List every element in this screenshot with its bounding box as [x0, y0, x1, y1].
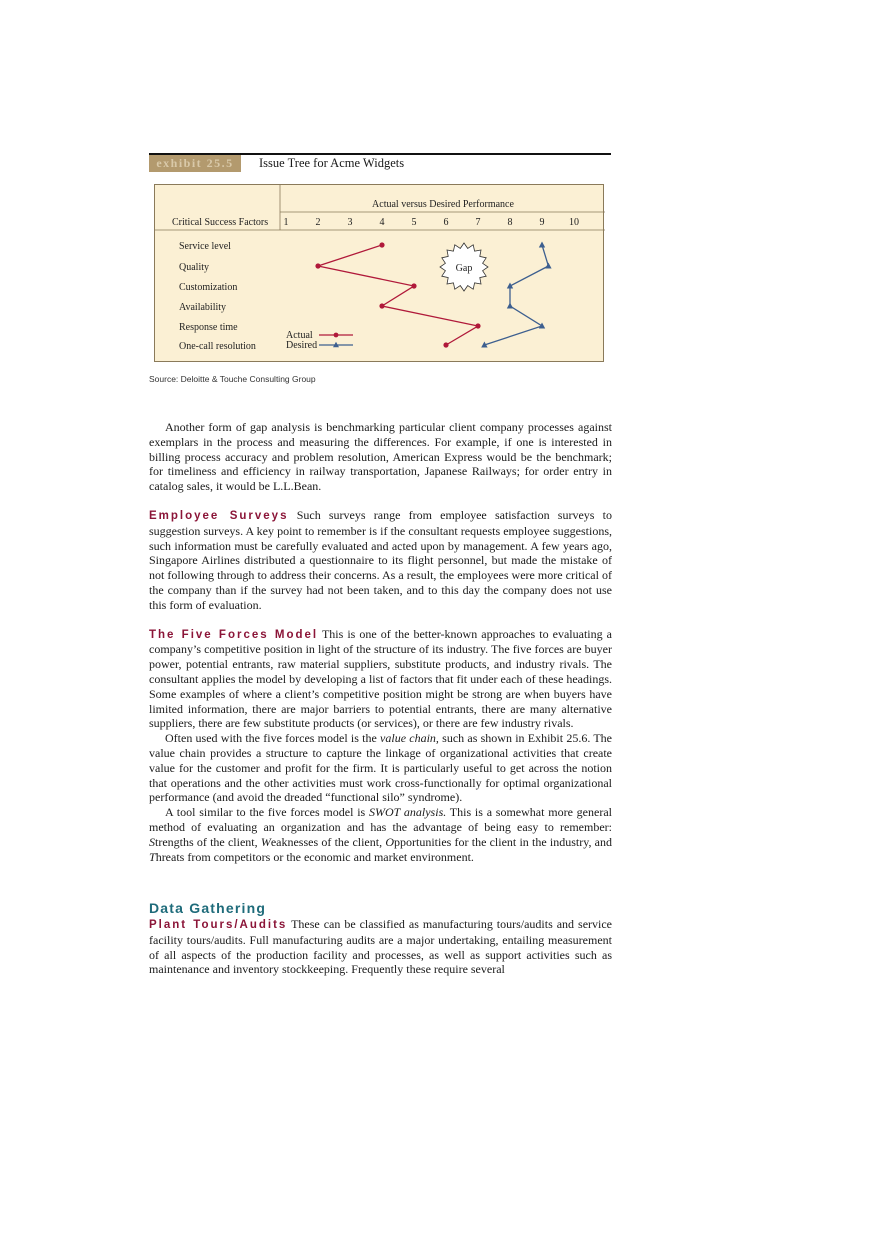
- value-chain-text-b: such as shown in Exhibit 25.6. The value chain provides a structure to capture the linkage of organizational activities that create value for the customer and profit for the firm. It is particularly useful to get across the notion that operations and the other activities must work cross-functionally for optimal organizational performance (and avoid the dreaded “functional silo” syndrome).: [149, 731, 612, 805]
- run-in-head-employee-surveys: Employee Surveys: [149, 509, 289, 522]
- data-point-actual: [475, 323, 480, 328]
- swot-letter-o: O: [385, 834, 394, 849]
- x-tick-label: 3: [347, 217, 353, 228]
- swot-letter-s: S: [149, 834, 155, 849]
- exhibit-title: Issue Tree for Acme Widgets: [259, 156, 405, 170]
- data-point-actual: [379, 303, 384, 308]
- data-point-actual: [443, 342, 448, 347]
- run-in-head-five-forces: The Five Forces Model: [149, 628, 319, 641]
- row-label: One-call resolution: [179, 341, 256, 352]
- data-point-actual: [315, 263, 320, 268]
- row-label: Quality: [179, 262, 209, 273]
- swot-strengths: trengths of the client,: [155, 834, 261, 849]
- data-point-desired: [545, 263, 551, 269]
- body-text-data-gathering: [149, 917, 612, 977]
- x-tick-label: 9: [539, 217, 545, 228]
- row-label: Service level: [179, 241, 231, 252]
- row-label: Availability: [179, 302, 227, 313]
- row-label: Response time: [179, 322, 238, 333]
- plant-tours-text: These can be classified as manufacturing tours/audits and service facility tours/audits. Full manufacturing audits are a major undertaking, entailing measurement of all aspects of the production facility and processes, as well as support activities such as maintenance and inventory stockkeeping. Frequently these require several: [149, 917, 612, 977]
- data-point-actual: [379, 242, 384, 247]
- run-in-head-plant-tours: Plant Tours/Audits: [149, 919, 288, 931]
- legend-label: Actual: [286, 330, 313, 341]
- row-header: Critical Success Factors: [172, 217, 269, 228]
- x-tick-label: 1: [283, 217, 289, 228]
- series-line-desired: [484, 245, 548, 345]
- chart-title: Actual versus Desired Performance: [372, 199, 514, 210]
- data-point-actual: [411, 283, 416, 288]
- data-point-desired: [507, 303, 513, 309]
- legend-label: Desired: [286, 340, 318, 351]
- data-point-desired: [539, 242, 545, 248]
- value-chain-term: value chain,: [380, 731, 439, 746]
- section-heading-data-gathering: Data Gathering: [149, 900, 267, 916]
- swot-letter-t: T: [149, 849, 156, 864]
- x-tick-label: 7: [475, 217, 481, 228]
- data-point-desired: [539, 323, 545, 329]
- x-tick-label: 6: [443, 217, 449, 228]
- swot-weaknesses: eaknesses of the client,: [270, 834, 386, 849]
- swot-letter-w: W: [260, 834, 271, 849]
- paragraph-swot: [149, 805, 612, 864]
- paragraph-employee-surveys: [149, 508, 612, 613]
- value-chain-text-a: Often used with the five forces model is the: [165, 731, 381, 746]
- swot-text-b: This is a somewhat more general method of evaluating an organization and has the advantage of being easy to remember:: [149, 805, 612, 834]
- x-tick-label: 8: [507, 217, 513, 228]
- x-tick-label: 5: [411, 217, 417, 228]
- gap-annotation: Gap: [455, 263, 473, 274]
- swot-threats: hreats from competitors or the economic and market environment.: [155, 849, 474, 864]
- paragraph-benchmarking: Another form of gap analysis is benchmarking particular client company processes against exemplars in the process and measuring the differences. For example, if one is interested in billing process accuracy and problem resolution, American Express would be the benchmark; for timeliness and efficiency in railway transportation, Japanese Railways; for order entry in catalog sales, it would be L.L.Bean.: [149, 420, 612, 494]
- row-label: Customization: [179, 282, 238, 293]
- paragraph-plant-tours: [149, 917, 612, 977]
- x-tick-label: 10: [569, 217, 579, 228]
- legend-marker: [334, 333, 339, 338]
- x-tick-label: 2: [315, 217, 321, 228]
- issue-tree-chart: [154, 184, 604, 362]
- x-tick-label: 4: [379, 217, 385, 228]
- five-forces-text: This is one of the better-known approaches to evaluating a company’s competitive position in light of the structure of its industry. The five forces are buyer power, potential entrants, raw material suppliers, substitute products, and industry rivals. The consultant applies the model by developing a list of factors that fit under each of these headings. Some examples of where a client’s competitive position might be strong are when buyers have limited information, there are major barriers to potential entrants, there are many alternative suppliers, there are few substitute products (or services), or there are few industry rivals.: [149, 626, 612, 731]
- body-text: [149, 420, 612, 864]
- paragraph-five-forces: [149, 627, 612, 732]
- paragraph-value-chain: [149, 731, 612, 805]
- employee-surveys-text: Such surveys range from employee satisfaction surveys to suggestion surveys. A key point to remember is if the consultant requests employee suggestions, such information must be carefully evaluated and acted upon by management. A few years ago, Singapore Airlines distributed a questionnaire to its flight personnel, but made the mistake of not following through to address their concerns. As a result, the employees were more critical of the company than if the survey had not been taken, and to this day the company does not use this form of evaluation.: [149, 507, 613, 612]
- exhibit-tag: exhibit 25.5: [149, 155, 241, 172]
- chart-svg: [155, 185, 605, 363]
- swot-opportunities: pportunities for the client in the industry, and: [393, 834, 612, 849]
- swot-text-a: A tool similar to the five forces model is: [165, 805, 369, 820]
- swot-term: SWOT analysis.: [369, 805, 447, 820]
- exhibit-source: Source: Deloitte & Touche Consulting Group: [149, 374, 316, 384]
